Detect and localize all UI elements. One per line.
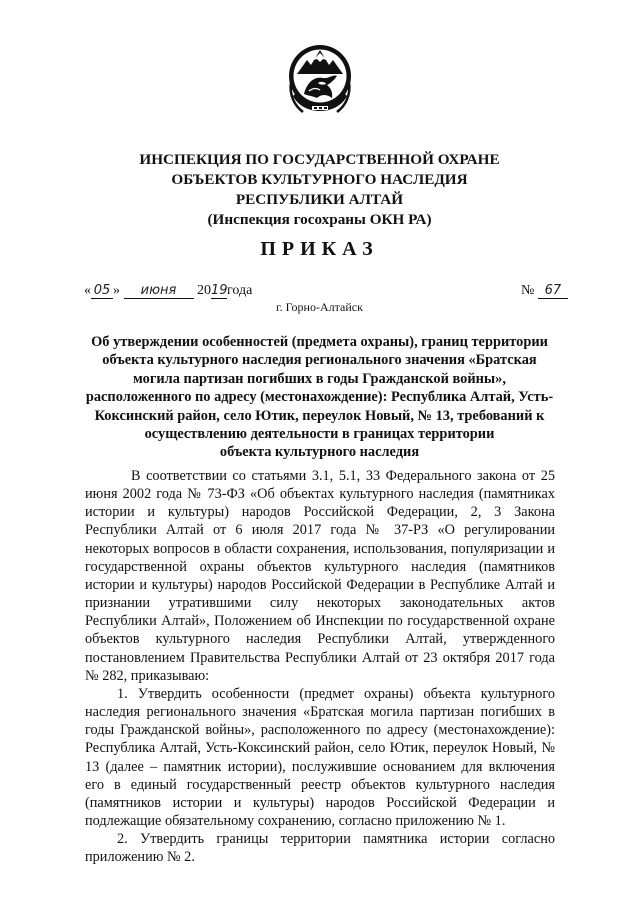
- number-prefix: №: [521, 283, 535, 298]
- date-close-quote: »: [113, 283, 120, 298]
- number-value: 67: [538, 284, 568, 299]
- date-open-quote: «: [84, 283, 91, 298]
- subject-line: Об утверждении особенностей (предмета охраны), границ территории: [91, 334, 548, 350]
- subject-line: объекта культурного наследия регионального значения «Братская: [102, 352, 537, 369]
- subject-line: расположенного по адресу (местонахождение): Республика Алтай, Усть-: [85, 389, 554, 406]
- order-body: [85, 467, 555, 866]
- date-month: июня: [124, 284, 194, 299]
- authority-header: [0, 150, 639, 230]
- subject-line: Коксинский район, село Ютик, переулок Новый, № 13, требований к: [94, 407, 545, 424]
- year-suffix: 19: [211, 283, 228, 298]
- item-2-paragraph: 2. Утвердить границы территории памятника истории согласно приложению № 2.: [85, 831, 555, 866]
- header-line-2: ОБЪЕКТОВ КУЛЬТУРНОГО НАСЛЕДИЯ: [171, 171, 468, 188]
- order-subject: [80, 333, 559, 462]
- header-line-3: РЕСПУБЛИКИ АЛТАЙ: [235, 191, 404, 208]
- year-word: года: [227, 283, 253, 298]
- date-day: 05: [91, 284, 113, 299]
- coat-of-arms-icon: [287, 36, 353, 134]
- item-1-paragraph: 1. Утвердить особенности (предмет охраны) объекта культурного наследия регионального значения «Братская могила партизан погибших в годы Гражданской войны», расположенного по адресу (местонахождение): Республика Алтай, Усть-Коксинский район, село Ютик, переулок Новый, № 13 (далее – памятник истории), послужившие основанием для включения его в единый государственный реестр объектов культурного наследия (памятников истории и культуры) народов Российской Федерации и подлежащие обязательному сохранению, согласно приложению № 1.: [85, 685, 555, 829]
- order-date: [84, 283, 252, 299]
- subject-line: осуществлению деятельности в границах территории: [144, 426, 495, 443]
- header-line-1: ИНСПЕКЦИЯ ПО ГОСУДАРСТВЕННОЙ ОХРАНЕ: [139, 151, 500, 168]
- subject-line: объекта культурного наследия: [219, 444, 420, 461]
- order-title: ПРИКАЗ: [260, 238, 379, 260]
- subject-line: могила партизан погибших в годы Гражданской войны»,: [133, 370, 506, 387]
- order-number: [521, 283, 568, 299]
- header-line-4: (Инспекция госохраны ОКН РА): [207, 211, 432, 228]
- preamble-paragraph: В соответствии со статьями 3.1, 5.1, 33 Федерального закона от 25 июня 2002 года № 73-ФЗ «Об объектах культурного наследия (памятниках истории и культуры) народов Российской Федерации, 2, 3 Закона Республики Алтай от 6 июля 2017 года № 37-РЗ «О регулировании некоторых вопросов в области сохранения, использования, популяризации и государственной охраны объектов культурного наследия (памятников истории и культуры) народов Российской Федерации в Республике Алтай и признании утратившими силу некоторых законодательных актов Республики Алтай», Положением об Инспекции по государственной охране объектов культурного наследия Республики Алтай, утвержденного постановлением Правительства Республики Алтай от 23 октября 2017 года № 282, приказываю:: [85, 468, 555, 684]
- year-prefix: 20: [197, 283, 211, 298]
- city: г. Горно-Алтайск: [276, 300, 363, 314]
